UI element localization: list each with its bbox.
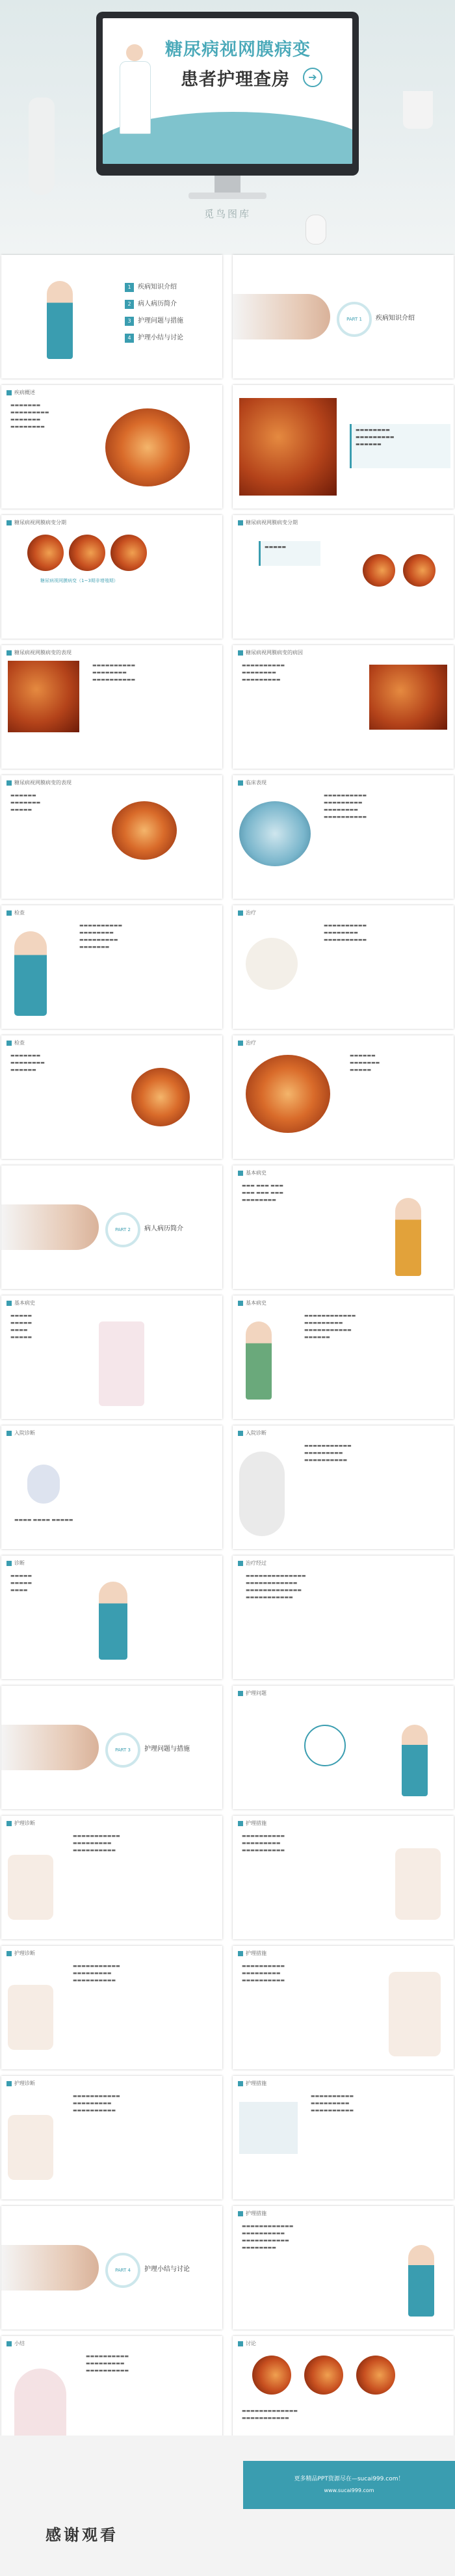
body-text: ▬▬▬▬▬ ▬▬▬▬▬ ▬▬▬▬ [10,1573,32,1593]
admission-slide-2 [233,1426,454,1549]
slide-heading: 基本病史 [238,1169,266,1176]
slide-heading: 临床表现 [238,779,266,786]
slide-heading: 护理措施 [238,2210,266,2217]
hand-illustration [1,1725,99,1770]
promo-banner[interactable] [243,2461,455,2509]
stage-box: ▬▬▬▬▬ [259,541,320,566]
overview-slide-2 [233,385,454,509]
eye-diagram [239,801,311,866]
doctor-illustration [114,44,153,142]
diagnosis-slide [1,1556,222,1679]
promo-url[interactable]: www.sucai999.com [324,2488,374,2493]
nursing-eval-slide [1,1816,222,1939]
symptom-slide [1,645,222,769]
elderly-illustration [389,1972,441,2056]
part4-slide [1,2206,222,2330]
slide-heading: 护理问题 [238,1690,266,1697]
nursing-measures-slide-2 [233,1946,454,2069]
slide-heading: 护理措施 [238,2080,266,2087]
slide-heading: 基本病史 [6,1299,35,1307]
part-badge: PART 2 [105,1212,140,1247]
toc-item: 4 护理小结与讨论 [125,332,183,343]
slide-heading: 检查 [6,1039,25,1046]
promo-text: 更多精品PPT资源尽在—sucai999.com！ [294,2476,404,2482]
stage-slide-2 [233,515,454,639]
cover-subtitle: 患者护理查房 [181,70,290,90]
part-badge: PART 1 [337,302,372,337]
body-text: ▬▬▬▬▬▬▬▬▬▬ ▬▬▬▬▬▬▬▬▬ ▬▬▬▬▬▬▬▬▬▬ [311,2093,354,2113]
slide-heading: 糖尿病视网膜病变的病因 [238,649,303,656]
body-text: ▬▬▬▬▬▬▬▬▬▬▬ ▬▬▬▬▬▬▬▬▬ ▬▬▬▬▬▬▬▬▬▬ [304,1443,352,1463]
body-text: ▬▬▬▬▬▬▬▬▬▬▬▬▬▬ ▬▬▬▬▬▬▬▬▬▬▬▬ ▬▬▬▬▬▬▬▬▬▬▬▬▬ ▬▬▬▬▬▬▬▬▬▬▬ [246,1573,306,1600]
orders-slide [233,1556,454,1679]
slide-heading: 护理措施 [238,1820,266,1827]
cover-title: 糖尿病视网膜病变 [165,40,311,60]
part-title: 疾病知识介绍 [376,315,415,322]
pills-illustration [246,938,298,990]
toc-slide [1,255,222,378]
body-text: ▬▬▬▬ ▬▬▬▬ ▬▬▬▬▬ [14,1517,73,1522]
hand-illustration [1,1204,99,1250]
body-text: ▬▬▬ ▬▬▬ ▬▬▬ ▬▬▬ ▬▬▬ ▬▬▬ ▬▬▬▬▬▬▬▬ [242,1183,283,1202]
clinical-slide [233,775,454,899]
nursing-measures-slide-4 [233,2206,454,2330]
body-text: ▬▬▬▬▬▬▬▬▬▬▬ ▬▬▬▬▬▬▬▬▬ ▬▬▬▬▬▬▬▬▬▬ [73,1833,120,1853]
body-text: ▬▬▬▬▬▬▬▬▬▬▬▬ ▬▬▬▬▬▬▬▬▬▬ ▬▬▬▬▬▬▬▬▬▬▬ ▬▬▬▬▬▬▬▬ [242,2224,294,2250]
slide-heading: 疾病概述 [6,389,35,396]
body-text: ▬▬▬▬▬▬▬▬▬▬ ▬▬▬▬▬▬▬▬▬ ▬▬▬▬▬▬▬▬▬▬ [242,1963,285,1983]
eye-anatomy-image [246,1055,330,1133]
family-illustration [8,1855,53,1920]
body-text: ▬▬▬▬▬▬▬▬▬▬ ▬▬▬▬▬▬▬▬ ▬▬▬▬▬▬▬▬▬ ▬▬▬▬▬▬▬ [79,923,123,949]
exam-slide [1,905,222,1029]
case-slide-2 [1,1295,222,1419]
info-box: ▬▬▬▬▬▬▬▬ ▬▬▬▬▬▬▬▬▬ ▬▬▬▬▬▬ [350,424,450,468]
monitor [96,12,359,176]
fundus-image [369,665,447,730]
body-text: ▬▬▬▬▬▬▬▬▬▬ ▬▬▬▬▬▬▬▬ ▬▬▬▬▬▬▬▬▬▬ [92,663,136,682]
part-title: 护理问题与措施 [144,1746,190,1753]
body-text: ▬▬▬▬▬▬▬ ▬▬▬▬▬▬▬▬ ▬▬▬▬▬▬ [10,1053,45,1072]
cause-slide [233,645,454,769]
character-illustration [14,2369,66,2440]
part-title: 护理小结与讨论 [144,2266,190,2273]
fundus-image [304,2356,343,2395]
slide-heading: 护理诊断 [6,1950,35,1957]
part3-slide [1,1686,222,1809]
slide-heading: 入院诊断 [6,1429,35,1437]
nursing-slide [233,1686,454,1809]
doctor-illustration [402,1725,428,1796]
part2-slide [1,1165,222,1289]
toc-item: 3 护理问题与措施 [125,315,183,326]
monitor-stand [214,176,240,194]
pencil-cup-decoration [403,91,433,129]
eye-anatomy-image [105,408,190,486]
therapy-slide-2 [233,1035,454,1159]
body-text: ▬▬▬▬▬▬▬ ▬▬▬▬▬▬▬▬▬ ▬▬▬▬▬▬▬ ▬▬▬▬▬▬▬▬ [10,403,49,429]
monitor-screen [103,18,352,164]
overview-slide [1,385,222,509]
part-title: 病人病历简介 [144,1225,183,1232]
nurse-illustration [14,931,47,1016]
slide-heading: 治疗经过 [238,1560,266,1567]
stage-slide [1,515,222,639]
body-text: ▬▬▬▬▬▬ ▬▬▬▬▬▬▬ ▬▬▬▬▬ [10,793,41,812]
watermark: 觅鸟图库 [203,208,251,220]
slide-heading: 护理措施 [238,1950,266,1957]
nursing-eval-slide-3 [1,2076,222,2199]
body-text: ▬▬▬▬▬▬▬▬▬▬ ▬▬▬▬▬▬▬▬▬ ▬▬▬▬▬▬▬▬ ▬▬▬▬▬▬▬▬▬▬ [324,793,367,819]
slide-heading: 治疗 [238,1039,256,1046]
case-slide [233,1165,454,1289]
fundus-image [403,554,436,587]
body-text: ▬▬▬▬▬ ▬▬▬▬▬ ▬▬▬▬ ▬▬▬▬▬ [10,1313,32,1340]
part-badge: PART 4 [105,2253,140,2288]
stage-subtitle: 糖尿病视网膜病变（1~3期非增殖期） [40,578,118,583]
body-text: ▬▬▬▬▬▬▬▬▬▬▬ ▬▬▬▬▬▬▬▬▬ ▬▬▬▬▬▬▬▬▬▬ [73,2093,120,2113]
slide-heading: 糖尿病视网膜病变分期 [238,519,298,526]
doctor-illustration [99,1582,127,1660]
patient-illustration [8,2115,53,2180]
case-slide-3 [233,1295,454,1419]
hub-circle [304,1725,346,1766]
cover-slide [0,0,455,255]
slide-heading: 小结 [6,2340,25,2347]
patient-illustration [99,1321,144,1406]
body-text: ▬▬▬▬▬▬▬▬▬▬▬▬▬ ▬▬▬▬▬▬▬▬▬▬▬ [242,2408,298,2421]
therapy-slide [233,905,454,1029]
admission-slide [1,1426,222,1549]
hand-illustration [233,294,330,339]
patient-illustration [246,1321,272,1400]
fundus-image [110,535,147,571]
slide-heading: 治疗 [238,909,256,916]
slide-heading: 入院诊断 [238,1429,266,1437]
body-text: ▬▬▬▬▬▬▬▬▬▬ ▬▬▬▬▬▬▬▬▬ ▬▬▬▬▬▬▬▬▬▬ [242,1833,285,1853]
check-slide [1,1035,222,1159]
fundus-image [8,661,79,732]
part1-slide [233,255,454,378]
stethoscope-image [239,1452,285,1536]
fundus-image [252,2356,291,2395]
nurse-illustration [408,2245,434,2317]
eye-image [131,1068,190,1126]
toc-item: 2 病人病历简介 [125,298,177,309]
vase-decoration [29,98,55,195]
photo-image [239,2102,298,2154]
fundus-image [69,535,105,571]
monitor-base [188,193,266,199]
eye-image [112,801,177,860]
arrow-right-icon: ➔ [303,68,322,87]
body-text: ▬▬▬▬▬▬ ▬▬▬▬▬▬▬ ▬▬▬▬▬ [350,1053,380,1072]
slide-heading: 护理诊断 [6,1820,35,1827]
nursing-measures-slide [233,1816,454,1939]
thanks-text: 感谢观看 [46,2526,118,2544]
fundus-image [356,2356,395,2395]
slide-heading: 讨论 [238,2340,256,2347]
slide-heading: 糖尿病视网膜病变的表现 [6,779,72,786]
patient-illustration [395,1848,441,1920]
toc-item: 1 疾病知识介绍 [125,281,177,292]
patient-illustration [8,1985,53,2050]
nursing-eval-slide-2 [1,1946,222,2069]
nursing-measures-slide-3 [233,2076,454,2199]
fundus-image [363,554,395,587]
slide-heading: 糖尿病视网膜病变的表现 [6,649,72,656]
fundus-image [27,535,64,571]
patient-illustration [27,1465,60,1504]
hand-illustration [1,2245,99,2291]
body-text: ▬▬▬▬▬▬▬▬▬▬▬ ▬▬▬▬▬▬▬▬▬ ▬▬▬▬▬▬▬▬▬▬ [73,1963,120,1983]
part-badge: PART 3 [105,1733,140,1768]
patient-illustration [395,1198,421,1276]
body-text: ▬▬▬▬▬▬▬▬▬▬ ▬▬▬▬▬▬▬▬▬ ▬▬▬▬▬▬▬▬▬▬ [86,2354,129,2373]
slide-heading: 检查 [6,909,25,916]
body-text: ▬▬▬▬▬▬▬▬▬▬▬▬ ▬▬▬▬▬▬▬▬▬ ▬▬▬▬▬▬▬▬▬▬▬ ▬▬▬▬▬▬ [304,1313,356,1340]
slide-heading: 护理诊断 [6,2080,35,2087]
body-text: ▬▬▬▬▬▬▬▬▬▬ ▬▬▬▬▬▬▬▬ ▬▬▬▬▬▬▬▬▬ [242,663,285,682]
nurse-illustration [47,281,73,359]
slide-heading: 诊断 [6,1560,25,1567]
slide-heading: 基本病史 [238,1299,266,1307]
symptom-slide-2 [1,775,222,899]
slide-heading: 糖尿病视网膜病变分期 [6,519,66,526]
fundus-image [239,398,337,496]
body-text: ▬▬▬▬▬▬▬▬▬▬ ▬▬▬▬▬▬▬▬ ▬▬▬▬▬▬▬▬▬▬ [324,923,367,942]
